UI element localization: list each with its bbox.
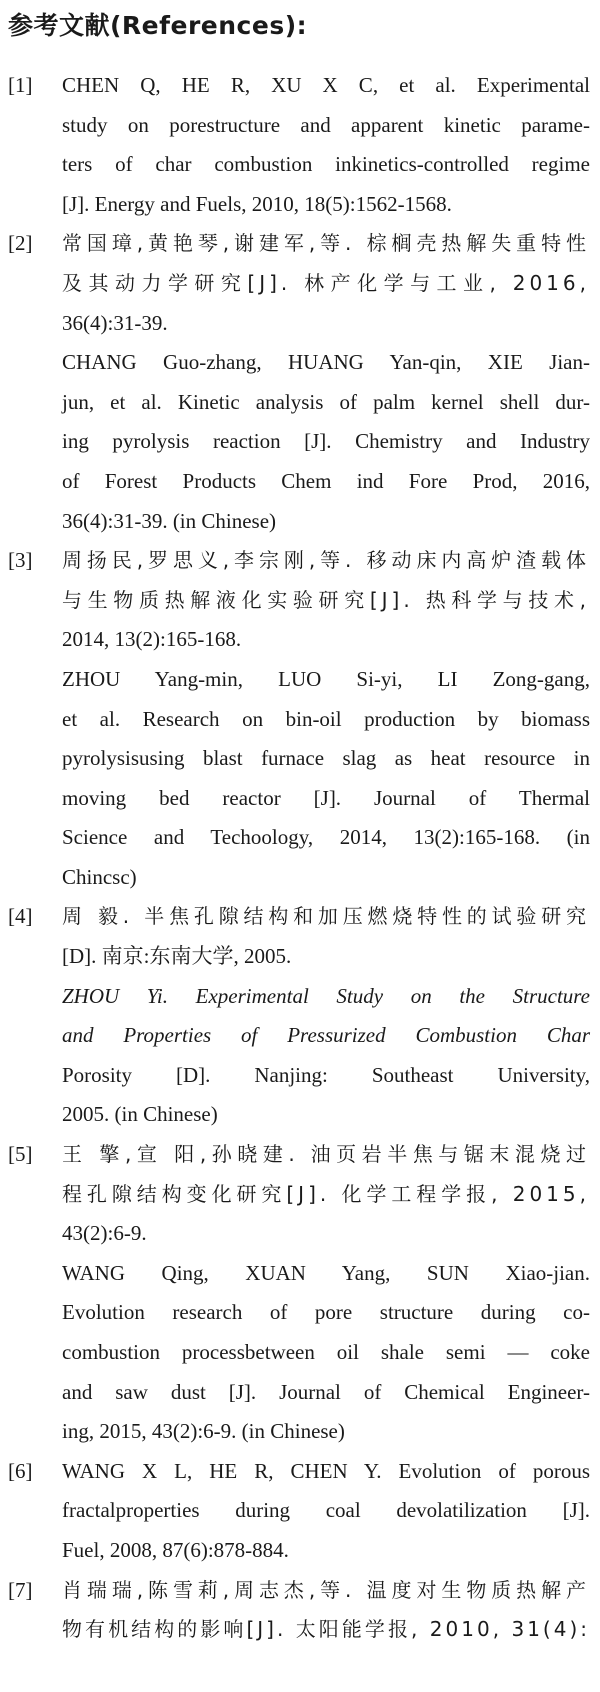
reference-line: moving bed reactor [J]. Journal of Thermal [62, 785, 590, 810]
reference-line: 肖瑞瑞,陈雪莉,周志杰,等. 温度对生物质热解产 [62, 1577, 590, 1602]
reference-line: [J]. Energy and Fuels, 2010, 18(5):1562-1568. [62, 191, 452, 216]
reference-line: 36(4):31-39. [62, 310, 168, 335]
reference-number: [6] [8, 1458, 33, 1483]
reference-text [62, 897, 590, 1135]
reference-text [62, 1135, 590, 1452]
reference-line: [D]. 南京:东南大学, 2005. [62, 944, 292, 969]
reference-line: Fuel, 2008, 87(6):878-884. [62, 1537, 289, 1562]
reference-line: combustion processbetween oil shale semi — coke [62, 1340, 590, 1364]
reference-number: [4] [8, 904, 33, 929]
reference-line: study on porestructure and apparent kinetic parame- [62, 112, 590, 137]
reference-line: Science and Techoology, 2014, 13(2):165-168. (in [62, 825, 590, 850]
reference-line: ing pyrolysis reaction [J]. Chemistry and Industry [62, 429, 590, 454]
reference-line: CHEN Q, HE R, XU X C, et al. Experimental [62, 73, 590, 97]
reference-line: pyrolysisusing blast furnace slag as heat resource in [62, 746, 590, 771]
reference-line: 与生物质热解液化实验研究[J]. 热科学与技术, [62, 587, 590, 612]
reference-line: 43(2):6-9. [62, 1221, 147, 1246]
references-heading: 参考文献(References): [8, 11, 308, 40]
reference-line: 程孔隙结构变化研究[J]. 化学工程学报, 2015, [62, 1181, 590, 1206]
reference-line: 物有机结构的影响[J]. 太阳能学报, 2010, 31(4): [62, 1617, 590, 1642]
reference-line: jun, et al. Kinetic analysis of palm kernel shell dur- [62, 389, 590, 414]
reference-line: ters of char combustion inkinetics-controlled regime [62, 152, 590, 177]
reference-line: 周 毅. 半焦孔隙结构和加压燃烧特性的试验研究 [62, 904, 590, 929]
reference-line: ing, 2015, 43(2):6-9. (in Chinese) [62, 1419, 345, 1444]
reference-number: [2] [8, 231, 33, 256]
reference-line: et al. Research on bin-oil production by biomass [62, 706, 590, 731]
reference-item-3 [0, 541, 600, 897]
reference-line: 2014, 13(2):165-168. [62, 627, 242, 652]
reference-text [62, 541, 590, 897]
reference-line: 常国璋,黄艳琴,谢建军,等. 棕榈壳热解失重特性 [62, 231, 590, 256]
reference-line: fractalproperties during coal devolatilization [J]. [62, 1498, 590, 1523]
reference-text [62, 224, 590, 541]
reference-number: [3] [8, 548, 33, 573]
reference-line: of Forest Products Chem ind Fore Prod, 2016, [62, 468, 590, 493]
reference-list [0, 66, 600, 1650]
reference-line: 王 擎,宣 阳,孙晓建. 油页岩半焦与锯末混烧过 [62, 1142, 590, 1167]
reference-number: [5] [8, 1142, 33, 1167]
reference-line: Evolution research of pore structure during co- [62, 1300, 590, 1325]
reference-text [62, 66, 590, 224]
reference-item-2 [0, 224, 600, 541]
reference-line: Chincsc) [62, 864, 137, 889]
reference-number: [1] [8, 73, 33, 97]
reference-line: WANG X L, HE R, CHEN Y. Evolution of porous [62, 1458, 590, 1483]
reference-line: ZHOU Yi. Experimental Study on the Structure [62, 983, 590, 1008]
reference-text [62, 1571, 590, 1650]
reference-item-6 [0, 1452, 600, 1571]
reference-item-5 [0, 1135, 600, 1452]
reference-line: ZHOU Yang-min, LUO Si-yi, LI Zong-gang, [62, 666, 590, 691]
reference-number: [7] [8, 1577, 33, 1602]
reference-line: 及其动力学研究[J]. 林产化学与工业, 2016, [62, 270, 590, 295]
reference-item-7 [0, 1571, 600, 1650]
reference-line: WANG Qing, XUAN Yang, SUN Xiao-jian. [62, 1260, 590, 1285]
reference-item-4 [0, 897, 600, 1135]
reference-line: CHANG Guo-zhang, HUANG Yan-qin, XIE Jian- [62, 350, 590, 375]
reference-line: 2005. (in Chinese) [62, 1102, 218, 1127]
reference-line: 36(4):31-39. (in Chinese) [62, 508, 277, 533]
reference-line: Porosity [D]. Nanjing: Southeast University, [62, 1062, 590, 1087]
reference-text [62, 1452, 590, 1571]
reference-line: and Properties of Pressurized Combustion Char [62, 1023, 590, 1048]
reference-item-1 [0, 66, 600, 224]
reference-line: 周扬民,罗思义,李宗刚,等. 移动床内高炉渣载体 [62, 548, 590, 573]
reference-line: and saw dust [J]. Journal of Chemical Engineer- [62, 1379, 590, 1404]
